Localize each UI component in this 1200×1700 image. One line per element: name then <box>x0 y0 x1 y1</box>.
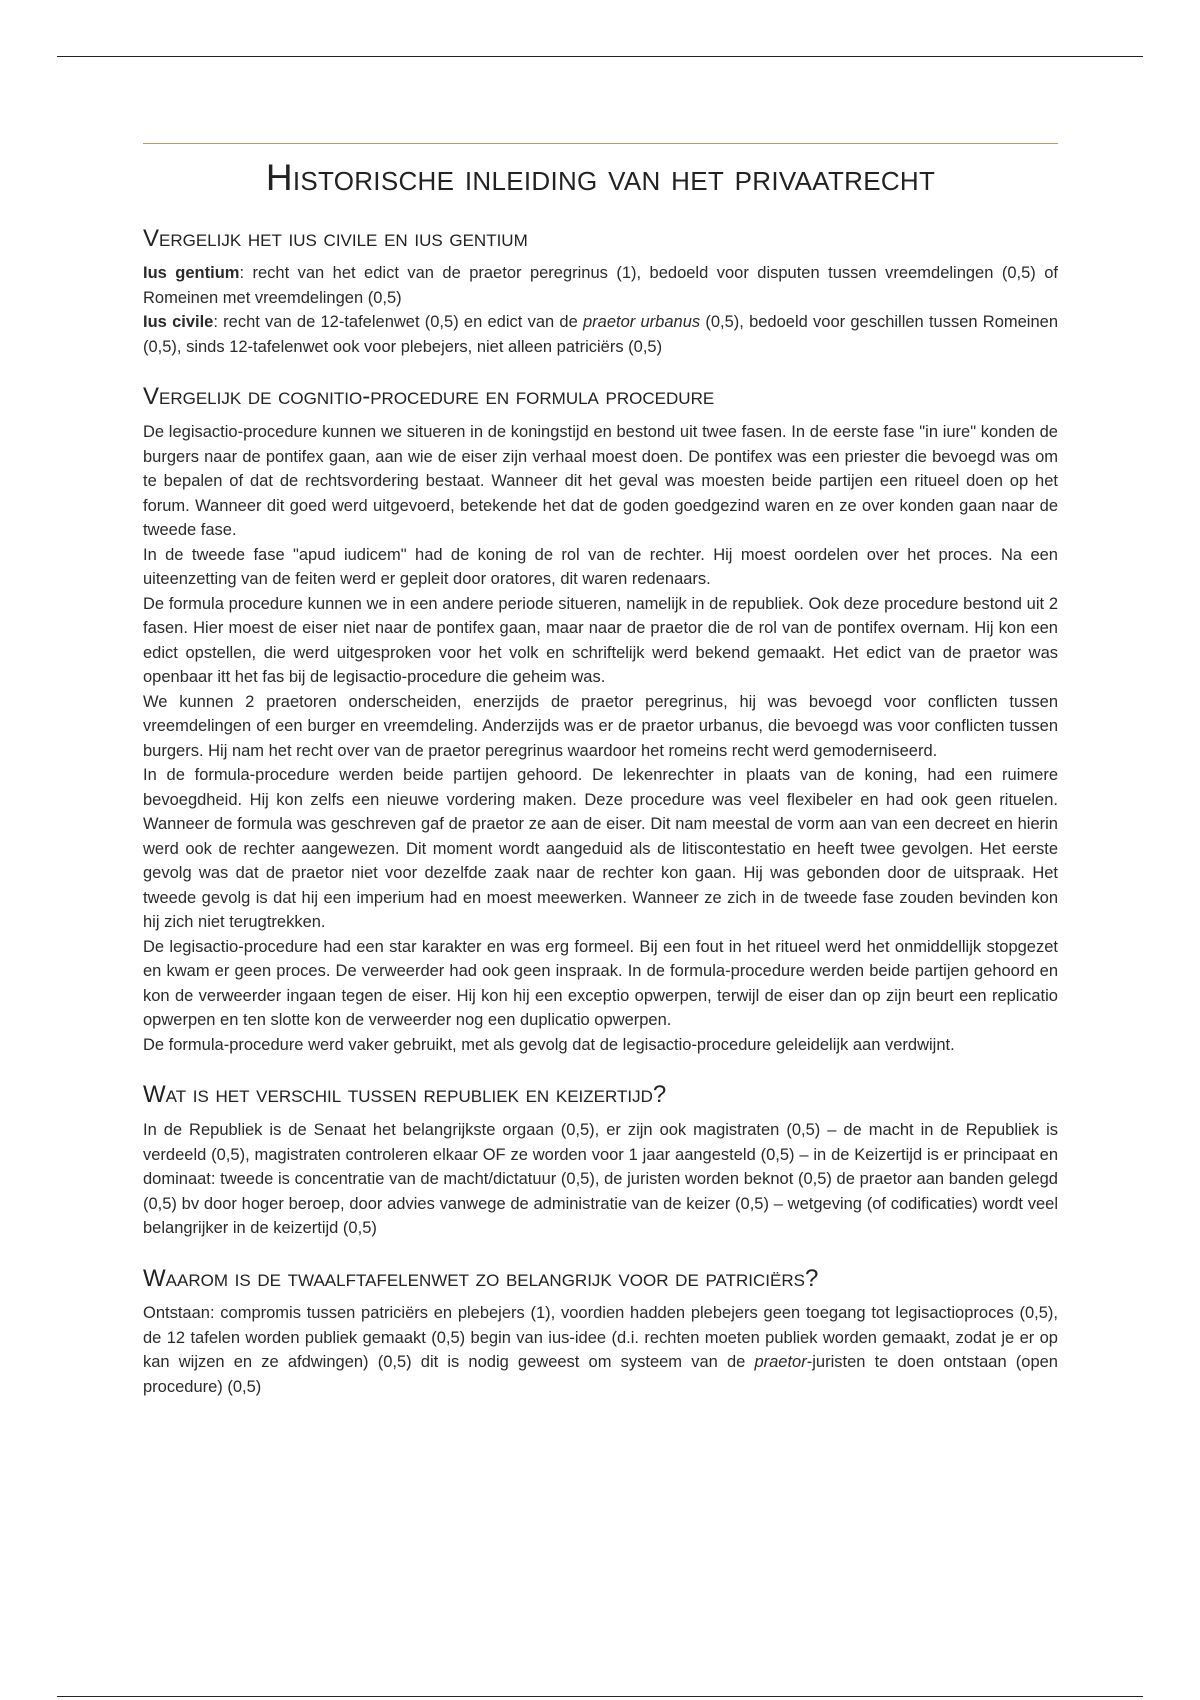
section-twaalftafelenwet <box>143 1265 1058 1400</box>
section-procedure <box>143 383 1058 1057</box>
paragraph: In de tweede fase "apud iudicem" had de koning de rol van de rechter. Hij moest oordelen over het proces. Na een uiteenzetting van de feiten werd er gepleit door oratores, dit waren redenaars. <box>143 545 1058 589</box>
section-heading: Vergelijk de cognitio-procedure en formula procedure <box>143 383 715 411</box>
paragraph: Ontstaan: compromis tussen patriciërs en plebejers (1), voordien hadden plebejers geen toegang tot legisactioproces (0,5), de 12 tafelen worden publiek gemaakt (0,5) begin van ius-idee (d.i. rechten moeten publiek worden gemaakt, zodat je er op kan wijzen en ze afdwingen) (0,5) dit is nodig geweest om systeem van de praetor-juristen te doen ontstaan (open procedure) (0,5) <box>143 1304 1058 1396</box>
paragraph: De formula-procedure werd vaker gebruikt, met als gevolg dat de legisactio-procedure geleidelijk aan verdwijnt. <box>143 1035 955 1054</box>
paragraph: De formula procedure kunnen we in een andere periode situeren, namelijk in de republiek. Ook deze procedure bestond uit 2 fasen. Hier moest de eiser niet naar de pontifex gaan, maar naar de praetor die de rol van de pontifex overnam. Hij kon een edict opstellen, die werd uitgesproken voor het volk en schriftelijk werd bekend gemaakt. Het edict van de praetor was openbaar itt het fas bij de legisactio-procedure die geheim was. <box>143 594 1058 687</box>
paragraph: De legisactio-procedure had een star karakter en was erg formeel. Bij een fout in het ritueel werd het onmiddellijk stopgezet en kwam er geen proces. De verweerder had ook geen inspraak. In de formula-procedure werden beide partijen gehoord en kon de verweerder ingaan tegen de eiser. Hij kon hij een exceptio opwerpen, terwijl de eiser dan op zijn beurt een replicatio opwerpen en ten slotte kon de verweerder nog een duplicatio opwerpen. <box>143 937 1058 1030</box>
title-divider <box>143 143 1058 144</box>
paragraph: De legisactio-procedure kunnen we situeren in de koningstijd en bestond uit twee fasen. In de eerste fase "in iure" konden de burgers naar de pontifex gaan, aan wie de eiser zijn verhaal moest doen. De pontifex was een priester die bevoegd was om te bepalen of dat de rechtsvordering bestaat. Wanneer dit het geval was moesten beide partijen een ritueel doen op het forum. Wanneer dit goed werd uitgevoerd, betekende het dat de goden goedgezind waren en ze over konden gaan naar de tweede fase. <box>143 423 1058 540</box>
paragraph: Ius civile: recht van de 12-tafelenwet (0,5) en edict van de praetor urbanus (0,5), bedoeld voor geschillen tussen Romeinen (0,5), sinds 12-tafelenwet ook voor plebejers, niet alleen patriciërs (0,5) <box>143 313 1059 356</box>
section-republiek <box>143 1081 1058 1240</box>
term: Ius civile <box>143 313 214 332</box>
page-top-rule <box>57 56 1143 57</box>
paragraph: We kunnen 2 praetoren onderscheiden, enerzijds de praetor peregrinus, hij was bevoegd voor conflicten tussen vreemdelingen of een burger en vreemdeling. Anderzijds was er de praetor urbanus, die bevoegd was voor conflicten tussen burgers. Hij nam het recht over van de praetor peregrinus waardoor het romeins recht werd gemoderniseerd. <box>143 692 1058 760</box>
section-ius <box>143 225 1058 360</box>
document-page <box>143 143 1058 1423</box>
page-bottom-rule <box>57 1696 1143 1697</box>
paragraph: In de formula-procedure werden beide partijen gehoord. De lekenrechter in plaats van de koning, had een ruimere bevoegdheid. Hij kon zelfs een nieuwe vordering maken. Deze procedure was veel flexibeler en had ook geen rituelen. Wanneer de formula was geschreven gaf de praetor ze aan de eiser. Dit nam meestal de vorm aan van een decreet en hierin werd ook de rechter aangewezen. Dit moment wordt aangeduid als de litiscontestatio en heeft twee gevolgen. Het eerste gevolg was dat de praetor niet voor dezelfde zaak naar de rechter kon gaan. Hij was gebonden door de uitspraak. Het tweede gevolg is dat hij een imperium had en moest meewerken. Wanneer ze zich in de tweede fase zouden bevinden kon hij zich niet terugtrekken. <box>143 766 1058 932</box>
paragraph: In de Republiek is de Senaat het belangrijkste orgaan (0,5), er zijn ook magistraten (0,5) – de macht in de Republiek is verdeeld (0,5), magistraten controleren elkaar OF ze worden voor 1 jaar aangesteld (0,5) – in de Keizertijd is er principaat en dominaat: tweede is concentratie van de macht/dictatuur (0,5), de juristen worden beknot (0,5) de praetor aan banden gelegd (0,5) bv door hoger beroep, door advies vanwege de administratie van de keizer (0,5) – wetgeving (of codificaties) wordt veel belangrijker in de keizertijd (0,5) <box>143 1121 1058 1238</box>
page-title: Historische inleiding van het privaatrecht <box>265 157 936 198</box>
section-heading: Wat is het verschil tussen republiek en keizertijd? <box>143 1081 667 1109</box>
section-heading: Vergelijk het ius civile en ius gentium <box>143 224 528 252</box>
section-heading: Waarom is de twaalftafelenwet zo belangrijk voor de patriciërs? <box>143 1264 819 1292</box>
paragraph: Ius gentium: recht van het edict van de praetor peregrinus (1), bedoeld voor disputen tussen vreemdelingen (0,5) of Romeinen met vreemdelingen (0,5) <box>143 264 1058 307</box>
term: Ius gentium <box>143 264 240 283</box>
